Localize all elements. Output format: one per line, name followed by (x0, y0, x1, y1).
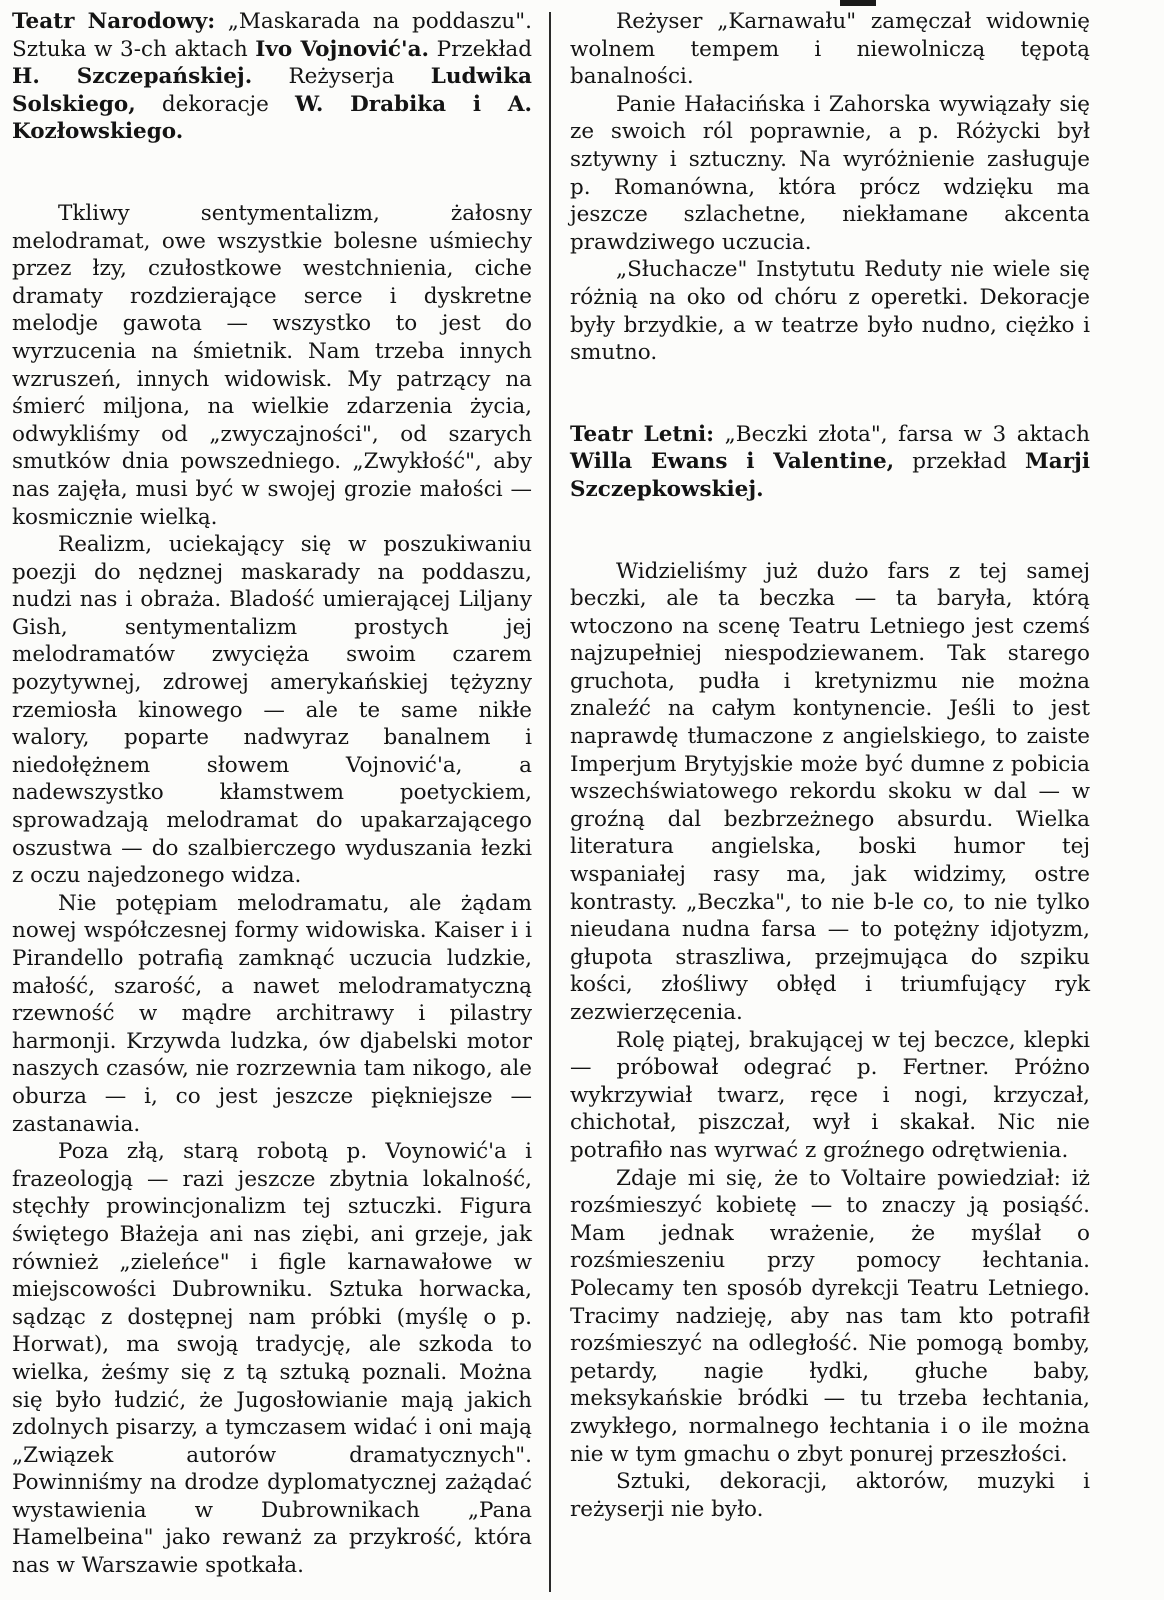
body-paragraph: Widzieliśmy już dużo fars z tej samej beczki, ale ta beczka — ta baryła, którą wtoczono na scenę Teatru Letniego jest czemś najzupełniej niespodziewanem. Tak starego gruchota, pudła i kretynizmu nie można znaleźć na całym kontynencie. Jeśli to jest naprawdę tłumaczone z angielskiego, to zaiste Imperjum Brytyjskie może być dumne z pobicia wszechświatowego rekordu skoku w dal — w groźną dal bezbrzeżnego absurdu. Wielka literatura angielska, boski humor tej wspaniałej rasy ma, jak widzimy, ostre kontrasty. „Beczka", to nie b-le co, to nie tylko nieudana nudna farsa — to potężny idjotyzm, głupota straszliwa, przejmująca do szpiku kości, złośliwy obłęd i triumfujący ryk zezwierzęcenia. (570, 558, 1090, 1025)
heading-authors: Willa Ewans i Valentine, (570, 449, 895, 475)
heading-text: przekład (894, 449, 1025, 475)
body-paragraph: Poza złą, starą robotą p. Voynowić'a i frazeologją — razi jeszcze zbytnia lokalność, stęchły prowincjonalizm tej sztuczki. Figura świętego Błażeja ani nas ziębi, ani grzeje, jak również „zieleńce" i figle karnawałowe w miejscowości Dubrowniku. Sztuka horwacka, sądząc z dostępnej nam próbki (myślę o p. Horwat), ma swoją tradycję, ale szkoda to wielka, żeśmy się z tą sztuką poznali. Można się było łudzić, że Jugosłowianie mają jakich zdolnych pisarzy, a tymczasem widać i oni mają „Związek autorów dramatycznych". Powinniśmy na drodze dyplomatycznej zażądać wystawienia w Dubrownikach „Pana Hamelbeina" jako rewanż za przykrość, która nas w Warszawie spotkała. (12, 1139, 532, 1579)
spacer (570, 504, 1090, 558)
body-paragraph: Reżyser „Karnawału" zamęczał widownię wolnem tempem i niewolniczą tępotą banalności. (570, 9, 1090, 90)
heading-lead: Teatr Letni: (570, 421, 715, 447)
heading-director: Ludwika Solskiego, (12, 64, 532, 117)
review-heading-teatr-narodowy (12, 8, 532, 146)
heading-translator: Marji Szczepkowskiej. (570, 449, 1090, 502)
heading-lead: Teatr Narodowy: (12, 9, 216, 34)
body-paragraph: Rolę piątej, brakującej w tej beczce, klepki — próbował odegrać p. Fertner. Próżno wykrzywiał twarz, ręce i nogi, krzyczał, chichotał, piszczał, wył i skakał. Nic nie potrafiło nas wyrwać z groźnego odrętwienia. (570, 1027, 1090, 1163)
heading-designers: W. Drabika i A. Kozłowskiego. (12, 91, 532, 145)
spacer (570, 367, 1090, 421)
heading-text: „Beczki złota", farsa w 3 aktach (714, 421, 1090, 447)
left-column (12, 8, 532, 1580)
spacer (12, 146, 532, 200)
heading-text: „Maskarada na poddaszu". Sztuka w 3-ch aktach (12, 9, 532, 62)
body-paragraph: Realizm, uciekający się w poszukiwaniu poezji do nędznej maskarady na poddaszu, nudzi nas i obraża. Bladość umierającej Liljany Gish, sentymentalizm prostych jej melodramatów zwycięża swoim czarem pozytywnej, zdrowej amerykańskiej tężyzny rzemiosła kinowego — ale te same nikłe walory, poparte nadwyraz banalnem i niedołężnem słowem Vojnović'a, a nadewszystko kłamstwem poetyckiem, sprowadzają melodramat do upakarzającego oszustwa — do szalbierczego wyduszania łezki z oczu najedzonego widza. (12, 532, 532, 889)
body-paragraph: Tkliwy sentymentalizm, żałosny melodramat, owe wszystkie bolesne uśmiechy przez łzy, czułostkowe westchnienia, ciche dramaty rozdzierające serce i dyskretne melodje gawota — wszystko to jest do wyrzucenia na śmietnik. Nam trzeba innych wzruszeń, innych widowisk. My patrzący na śmierć miljona, na wielkie zdarzenia życia, odwykliśmy od „zwyczajności", od szarych smutków dnia powszedniego. „Zwykłość", aby nas zajęła, musi być w swojej grozie małości — kosmicznie wielką. (12, 200, 532, 530)
right-column (570, 8, 1090, 1523)
heading-translator: H. Szczepańskiej. (12, 64, 253, 90)
heading-text: Przekład (429, 36, 532, 62)
heading-author: Ivo Vojnović'a. (255, 36, 429, 62)
body-paragraph: „Słuchacze" Instytutu Reduty nie wiele się różnią na oko od chóru z operetki. Dekoracje były brzydkie, a w teatrze było nudno, ciężko i smutno. (570, 257, 1090, 366)
column-top-mark (840, 0, 876, 6)
body-paragraph: Panie Hałacińska i Zahorska wywiązały się ze swoich ról poprawnie, a p. Różycki był sztywny i sztuczny. Na wyróżnienie zasługuje p. Romanówna, która prócz wdzięku ma jeszcze szlachetne, niekłamane akcenta prawdziwego uczucia. (570, 91, 1090, 255)
heading-text: Reżyserja (252, 64, 431, 90)
body-paragraph: Zdaje mi się, że to Voltaire powiedział: iż rozśmieszyć kobietę — to znaczy ją posiąść. Mam jednak wrażenie, że myślał o rozśmieszeniu przy pomocy łechtania. Polecamy ten sposób dyrekcji Teatru Letniego. Tracimy nadzieję, aby nas tam kto potrafił rozśmieszyć na odległość. Nie pomogą bomby, petardy, nagie łydki, głuche baby, meksykańskie bródki — tu trzeba łechtania, zwykłego, normalnego łechtania i o ile można nie w tym gmachu o zbyt ponurej przeszłości. (570, 1165, 1090, 1467)
column-divider (549, 12, 551, 1592)
heading-text: dekoracje (135, 91, 296, 117)
body-paragraph: Nie potępiam melodramatu, ale żądam nowej współczesnej formy widowiska. Kaiser i i Pirandello potrafią zamknąć uczucia ludzkie, małość, szarość, a nawet melodramatyczną rzewność w mądre architrawy i pilastry harmonji. Krzywda ludzka, ów djabelski motor naszych czasów, nie rozrzewnia tam nikogo, ale oburza — i, co jest jeszcze piękniejsze — zastanawia. (12, 890, 532, 1137)
review-heading-teatr-letni (570, 421, 1090, 504)
body-paragraph: Sztuki, dekoracji, aktorów, muzyki i reżyserji nie było. (570, 1469, 1090, 1522)
